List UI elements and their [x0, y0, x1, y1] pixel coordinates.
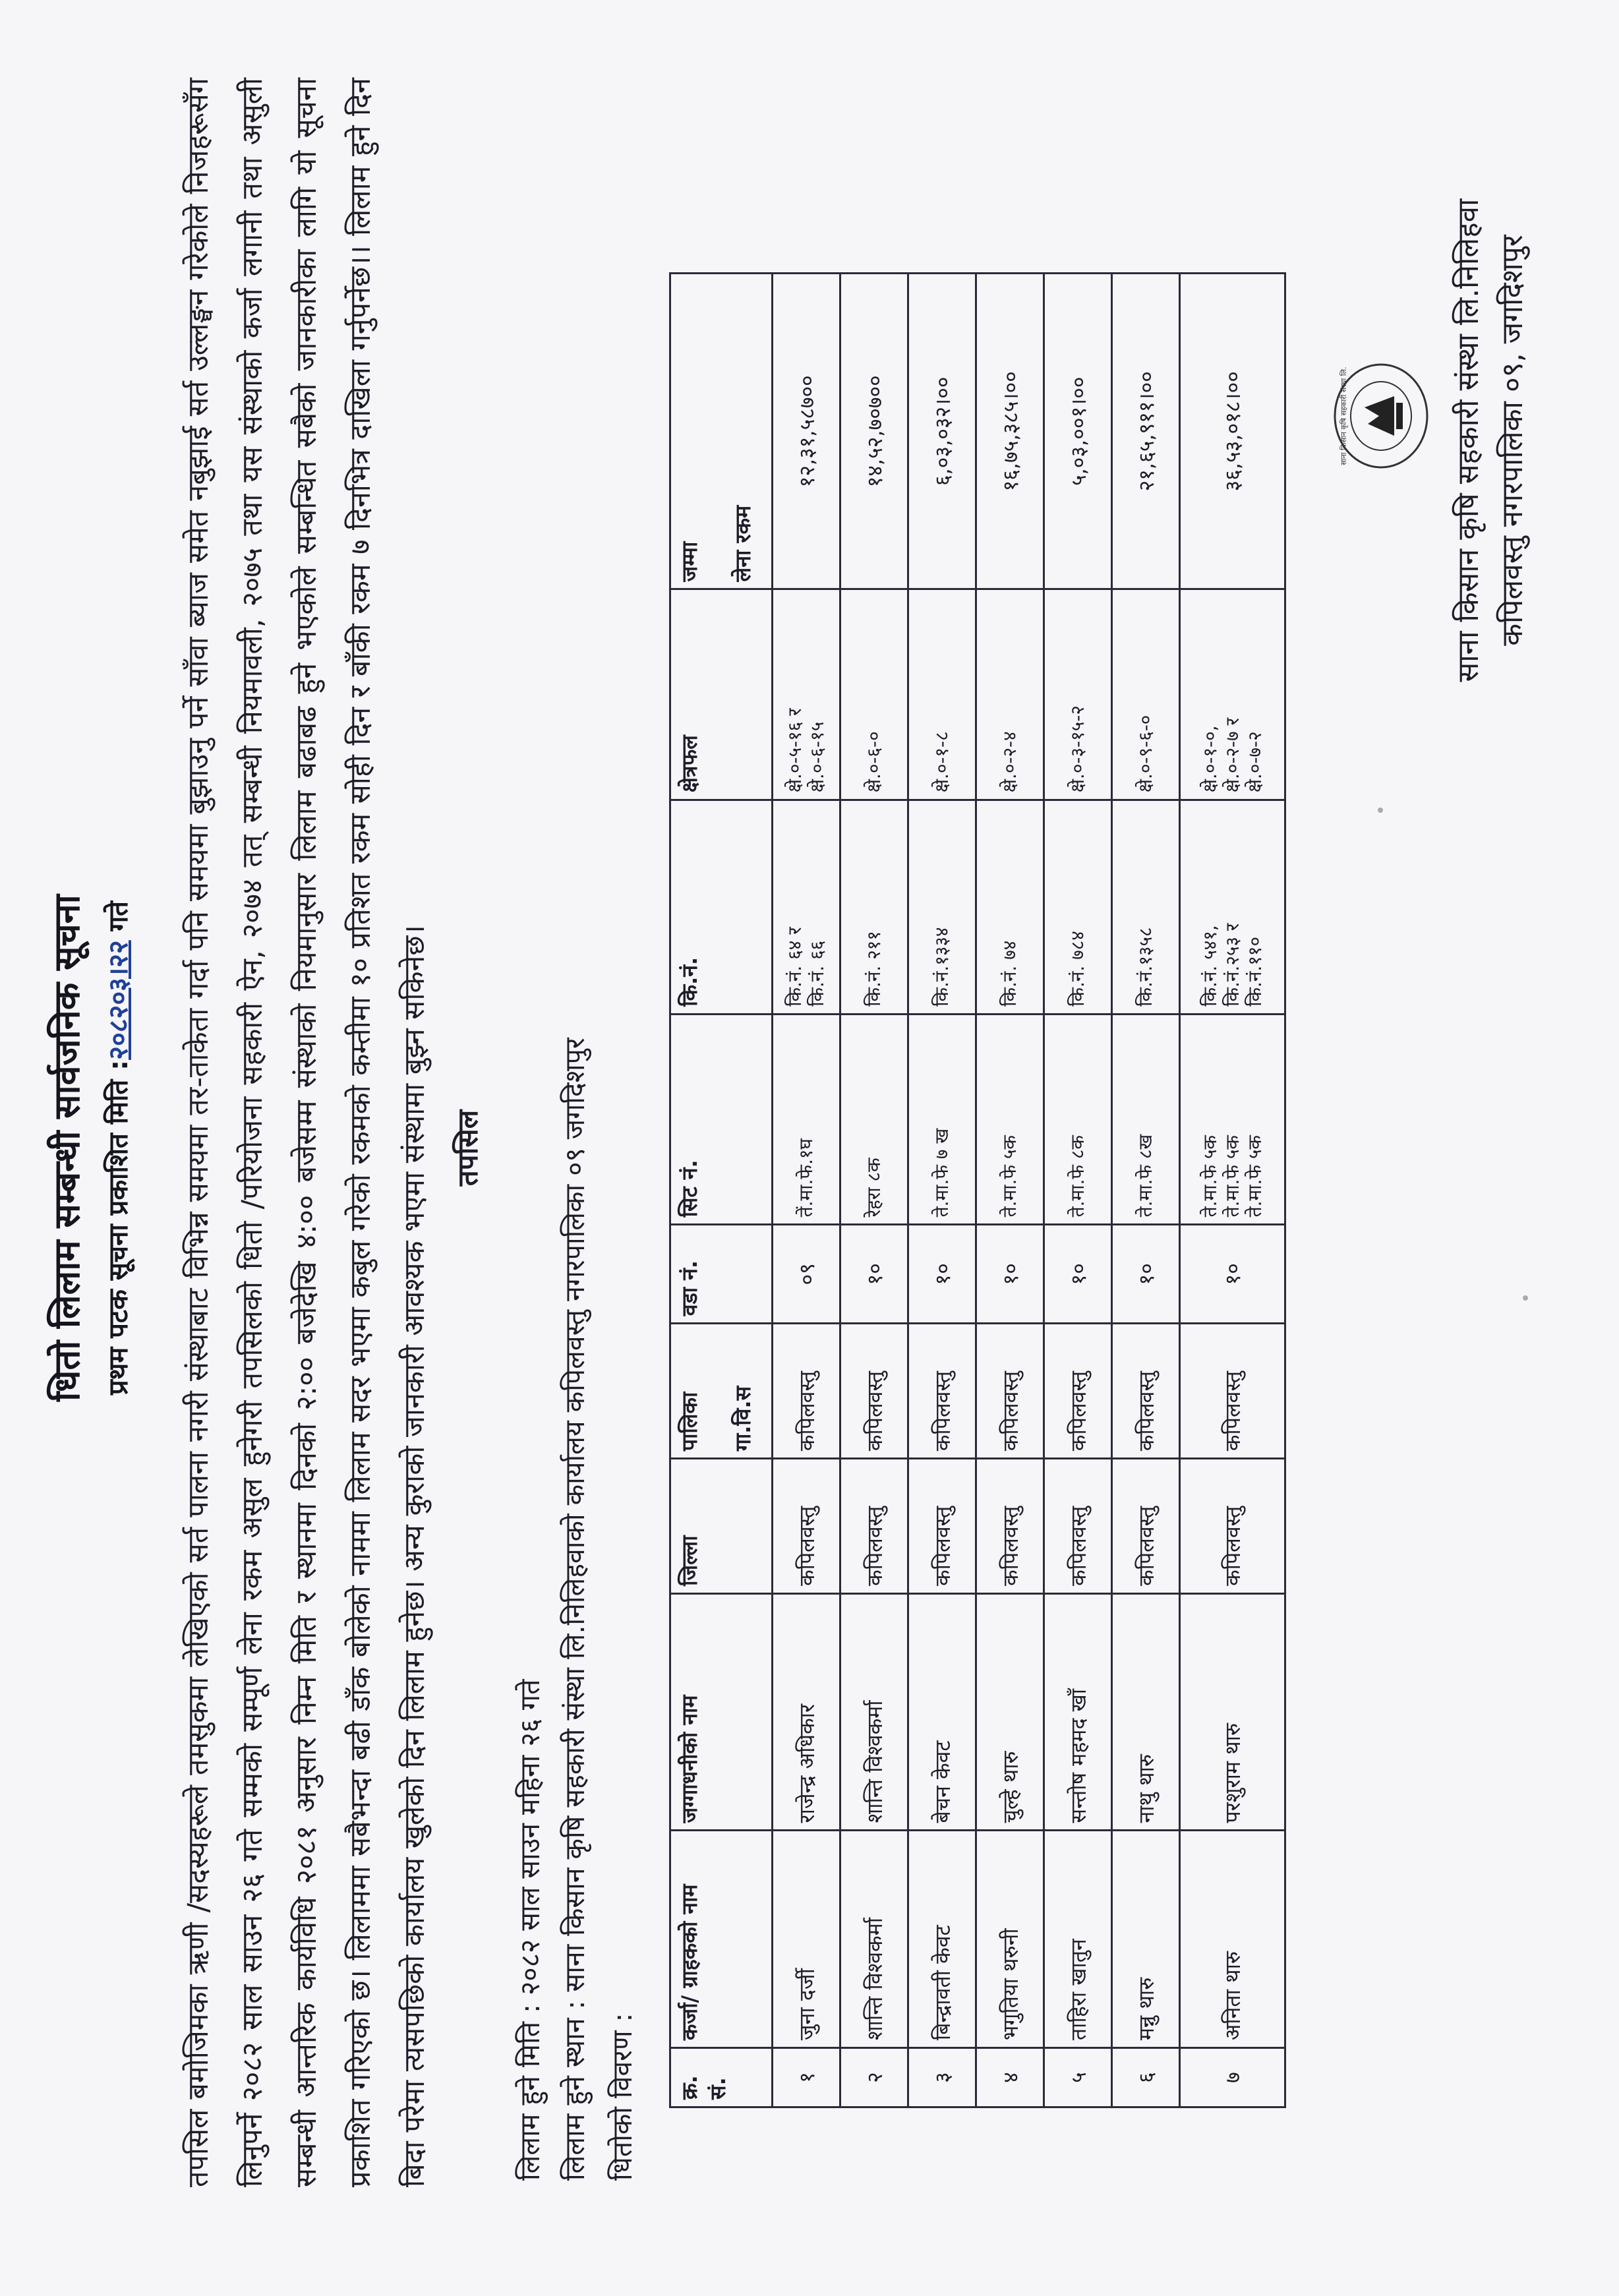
header-plot: कि.नं.	[670, 800, 773, 1015]
cell-area	[1044, 589, 1112, 800]
cell-plot	[1044, 800, 1112, 1015]
cell-sn: ६	[1112, 2048, 1180, 2107]
collateral-table	[669, 272, 1286, 2108]
cell-municipality: कपिलवस्तु	[908, 1324, 976, 1459]
organization-seal	[1332, 361, 1430, 470]
area-line: क्षे.०-२-७ र	[1221, 717, 1243, 793]
cell-sheet	[1112, 1014, 1180, 1225]
cell-borrower: जुना दर्जी	[773, 1831, 840, 2048]
cell-sn: ४	[976, 2048, 1044, 2107]
plot-line: कि.नं. ६६	[806, 940, 828, 1007]
sheet-line: रेहरा ८क	[863, 1158, 885, 1218]
plot-line: कि.नं. ७४	[999, 940, 1020, 1007]
table-body	[773, 274, 1285, 2107]
cell-sn: ५	[1044, 2048, 1112, 2107]
area-line: क्षे.०-६-०	[863, 731, 885, 793]
cell-district: कपिलवस्तु	[840, 1459, 908, 1594]
cell-amount: १६,७५,३८५।००	[976, 274, 1044, 590]
sheet-line: तें.मा.फे.१घ	[795, 1138, 817, 1218]
plot-line: कि.नं. ७८४	[1067, 931, 1088, 1007]
seal-text: साना किसान कृषि सहकारी संस्था लि.	[1339, 367, 1348, 465]
cell-area	[840, 589, 908, 800]
cell-plot	[976, 800, 1044, 1015]
cell-sn: ३	[908, 2048, 976, 2107]
cell-owner: चुल्हे थारु	[976, 1593, 1044, 1831]
table-header-row	[670, 274, 773, 2107]
schedule-heading: तपसिल	[452, 1109, 484, 1187]
cell-owner: परशुराम थारु	[1180, 1593, 1285, 1831]
cell-amount: २१,६५,९११।००	[1112, 274, 1180, 590]
table-row	[1112, 274, 1180, 2107]
header-sn: क्र. सं.	[670, 2048, 773, 2107]
cell-district: कपिलवस्तु	[1180, 1459, 1285, 1594]
signature-organization: साना किसान कृषि सहकारी संस्था लि.निलिहवा	[1452, 198, 1485, 682]
auction-date: लिलाम हुने मिति : २०८२ साल साउन महिना २६ गते	[514, 1679, 546, 2181]
cell-plot	[773, 800, 840, 1015]
table-row	[1044, 274, 1112, 2107]
header-municipality-l1: पालिका	[677, 1392, 702, 1452]
cell-ward: १०	[976, 1225, 1044, 1324]
cell-amount: ५,०३,००१।००	[1044, 274, 1112, 590]
header-borrower: कर्जा/ ग्राहकको नाम	[670, 1831, 773, 2048]
cell-district: कपिलवस्तु	[976, 1459, 1044, 1594]
cell-amount: ३६,५३,०१८।००	[1180, 274, 1285, 590]
cell-municipality: कपिलवस्तु	[1112, 1324, 1180, 1459]
plot-line: कि.नं.१३५८	[1134, 927, 1156, 1007]
cell-area	[773, 589, 840, 800]
cell-sheet	[840, 1014, 908, 1225]
cell-ward: १०	[840, 1225, 908, 1324]
cell-amount: ६,०३,०३२।००	[908, 274, 976, 590]
cell-sheet	[1180, 1014, 1285, 1225]
header-amount-l2: लेना रकम	[730, 505, 755, 582]
area-line: क्षे.०-६-१५	[806, 721, 828, 793]
sheet-line: ते.मा.फे ५क	[1221, 1135, 1243, 1218]
sheet-line: ते.मा.फे ८ख	[1134, 1134, 1156, 1218]
cell-ward: १०	[1112, 1225, 1180, 1324]
header-district: जिल्ला	[670, 1459, 773, 1594]
plot-line: कि.नं. २११	[863, 931, 885, 1007]
cell-owner: राजेन्द्र अधिकार	[773, 1593, 840, 1831]
plot-line: कि.नं.१३३४	[931, 927, 953, 1007]
area-line: क्षे.०-२-४	[999, 731, 1020, 793]
cell-plot	[840, 800, 908, 1015]
cell-amount: १२,३१,५८७००	[773, 274, 840, 590]
header-amount	[670, 274, 773, 590]
header-amount-l1: जम्मा	[677, 541, 702, 582]
cell-amount: १४,५२,७०७००	[840, 274, 908, 590]
cell-district: कपिलवस्तु	[908, 1459, 976, 1594]
sheet-line: ते.मा.फे ५क	[999, 1135, 1020, 1218]
cell-borrower: भगुतिया थरुनी	[976, 1831, 1044, 2048]
cell-municipality: कपिलवस्तु	[1180, 1324, 1285, 1459]
notice-title: धितो लिलाम सम्बन्धी सार्वजनिक सूचना	[46, 895, 88, 1401]
table-row	[773, 274, 840, 2107]
publication-line	[99, 0, 135, 2296]
header-municipality	[670, 1324, 773, 1459]
cell-sheet	[976, 1014, 1044, 1225]
table-row	[840, 274, 908, 2107]
cell-sheet	[773, 1014, 840, 1225]
cell-area	[976, 589, 1044, 800]
publication-date: २०८२०३।२२	[103, 940, 134, 1060]
area-line: क्षे.०-९-६-०	[1134, 715, 1156, 793]
header-area: क्षेत्रफल	[670, 589, 773, 800]
cell-borrower: मन्नु थारु	[1112, 1831, 1180, 2048]
cell-area	[908, 589, 976, 800]
area-line: क्षे.०-१-८	[931, 731, 953, 793]
collateral-label: धितोको विवरण :	[606, 2013, 638, 2181]
plot-line: कि.नं. ५४१,	[1198, 925, 1221, 1007]
scan-speck	[1523, 1295, 1528, 1301]
scan-speck	[1378, 808, 1383, 813]
publication-suffix: गते	[103, 901, 134, 941]
signature-address: कपिलवस्तु नगरपालिका ०९, जगदिशपुर	[1496, 235, 1529, 646]
plot-line: कि.नं. ६४ र	[784, 927, 806, 1007]
table-row	[976, 274, 1044, 2107]
cell-sn: २	[840, 2048, 908, 2107]
cell-plot	[1180, 800, 1285, 1015]
notice-paragraph: तपसिल बमोजिमका ऋणी /सदस्यहरूले तमसुकमा लेखिएको सर्त पालना नगरी संस्थाबाट विभिन्न समयमा तर-ताकेता गर्दा पनि समयमा बुझाउनु पर्ने साँवा ब्याज समेत नबुझाई सर्त उल्लङ्घन गरेकोले निजहरूसँग लिनुपर्ने २०८२ साल साउन २६ गते सम्मको सम्पूर्ण लेना रकम असुल हुनेगरी तपसिलको धितो /परियोजना सहकारी ऐन, २०७४ तत् सम्बन्धी नियमावली, २०७५ तथा यस संस्थाको कर्जा लगानी तथा असुली सम्बन्धी आन्तरिक कार्यविधि २०८१ अनुसार निम्न मिति र स्थानमा दिनको २:०० बजेदेखि ४:०० बजेसम्म संस्थाको नियमानुसार लिलाम बढाबढ हुने भएकोले सम्बन्धित सबैको जानकारीका लागि यो सूचना प्रकाशित गरिएको छ। लिलाममा सबैभन्दा बढी डाँक बोलेको नाममा लिलाम सदर भएमा कबुल गरेको रकमको कम्तीमा १० प्रतिशत रकम सोही दिन र बाँकी रकम ७ दिनभित्र दाखिला गर्नुपर्नेछ।। लिलाम हुने दिन बिदा परेमा त्यसपछिको कार्यालय खुलेको दिन लिलाम हुनेछ। अन्य कुराको जानकारी आवश्यक भएमा संस्थामा बुझ्न सकिनेछ।	[182, 78, 431, 2187]
cell-district: कपिलवस्तु	[1112, 1459, 1180, 1594]
cell-plot	[908, 800, 976, 1015]
publication-label: प्रथम पटक सूचना प्रकाशित मिति :	[103, 1059, 134, 1395]
cell-owner: सन्तोष महमद खाँ	[1044, 1593, 1112, 1831]
plot-line: कि.नं.२५३ र	[1221, 923, 1243, 1007]
cell-ward: १०	[1044, 1225, 1112, 1324]
cell-borrower: शान्ति विश्वकर्मा	[840, 1831, 908, 2048]
cell-ward: ०९	[773, 1225, 840, 1324]
auction-place: लिलाम हुने स्थान : साना किसान कृषि सहकारी संस्था लि.निलिहवाको कार्यालय कपिलवस्तु नगरपालिका ०९ जगदिशपुर	[559, 1038, 591, 2181]
area-line: क्षे.०-३-१५-२	[1067, 705, 1088, 793]
cell-area	[1112, 589, 1180, 800]
sheet-line: ते.मा.फे ५क	[1198, 1135, 1221, 1218]
sheet-line: ते.मा.फे ५क	[1243, 1135, 1266, 1218]
cell-district: कपिलवस्तु	[773, 1459, 840, 1594]
table-row	[1180, 274, 1285, 2107]
header-municipality-l2: गा.वि.स	[730, 1386, 755, 1452]
header-owner: जग्गाधनीको नाम	[670, 1593, 773, 1831]
cell-sn: ७	[1180, 2048, 1285, 2107]
sheet-line: ते.मा.फे ८क	[1067, 1135, 1088, 1218]
cell-sheet	[1044, 1014, 1112, 1225]
area-line: क्षे.०-१-०,	[1198, 725, 1221, 793]
header-sheet: सिट नं.	[670, 1014, 773, 1225]
cell-plot	[1112, 800, 1180, 1015]
plot-line: कि.नं.११०	[1243, 936, 1266, 1007]
cell-owner: बेचन केवट	[908, 1593, 976, 1831]
cell-municipality: कपिलवस्तु	[840, 1324, 908, 1459]
cell-borrower: ताहिरा खातुन	[1044, 1831, 1112, 2048]
cell-sn: १	[773, 2048, 840, 2107]
cell-ward: १०	[908, 1225, 976, 1324]
table-row	[908, 274, 976, 2107]
cell-area	[1180, 589, 1285, 800]
header-ward: वडा नं.	[670, 1225, 773, 1324]
area-line: क्षे.०-७-२	[1243, 731, 1266, 793]
cell-ward: १०	[1180, 1225, 1285, 1324]
cell-district: कपिलवस्तु	[1044, 1459, 1112, 1594]
cell-municipality: कपिलवस्तु	[773, 1324, 840, 1459]
area-line: क्षे.०-५-१६ र	[784, 708, 806, 793]
sheet-line: ते.मा.फे ७ ख	[931, 1128, 953, 1218]
cell-borrower: अनिता थारु	[1180, 1831, 1285, 2048]
cell-borrower: बिन्द्रावती केवट	[908, 1831, 976, 2048]
cell-municipality: कपिलवस्तु	[976, 1324, 1044, 1459]
cell-municipality: कपिलवस्तु	[1044, 1324, 1112, 1459]
cell-owner: नाथु थारु	[1112, 1593, 1180, 1831]
cell-sheet	[908, 1014, 976, 1225]
cell-owner: शान्ति विश्वकर्मा	[840, 1593, 908, 1831]
